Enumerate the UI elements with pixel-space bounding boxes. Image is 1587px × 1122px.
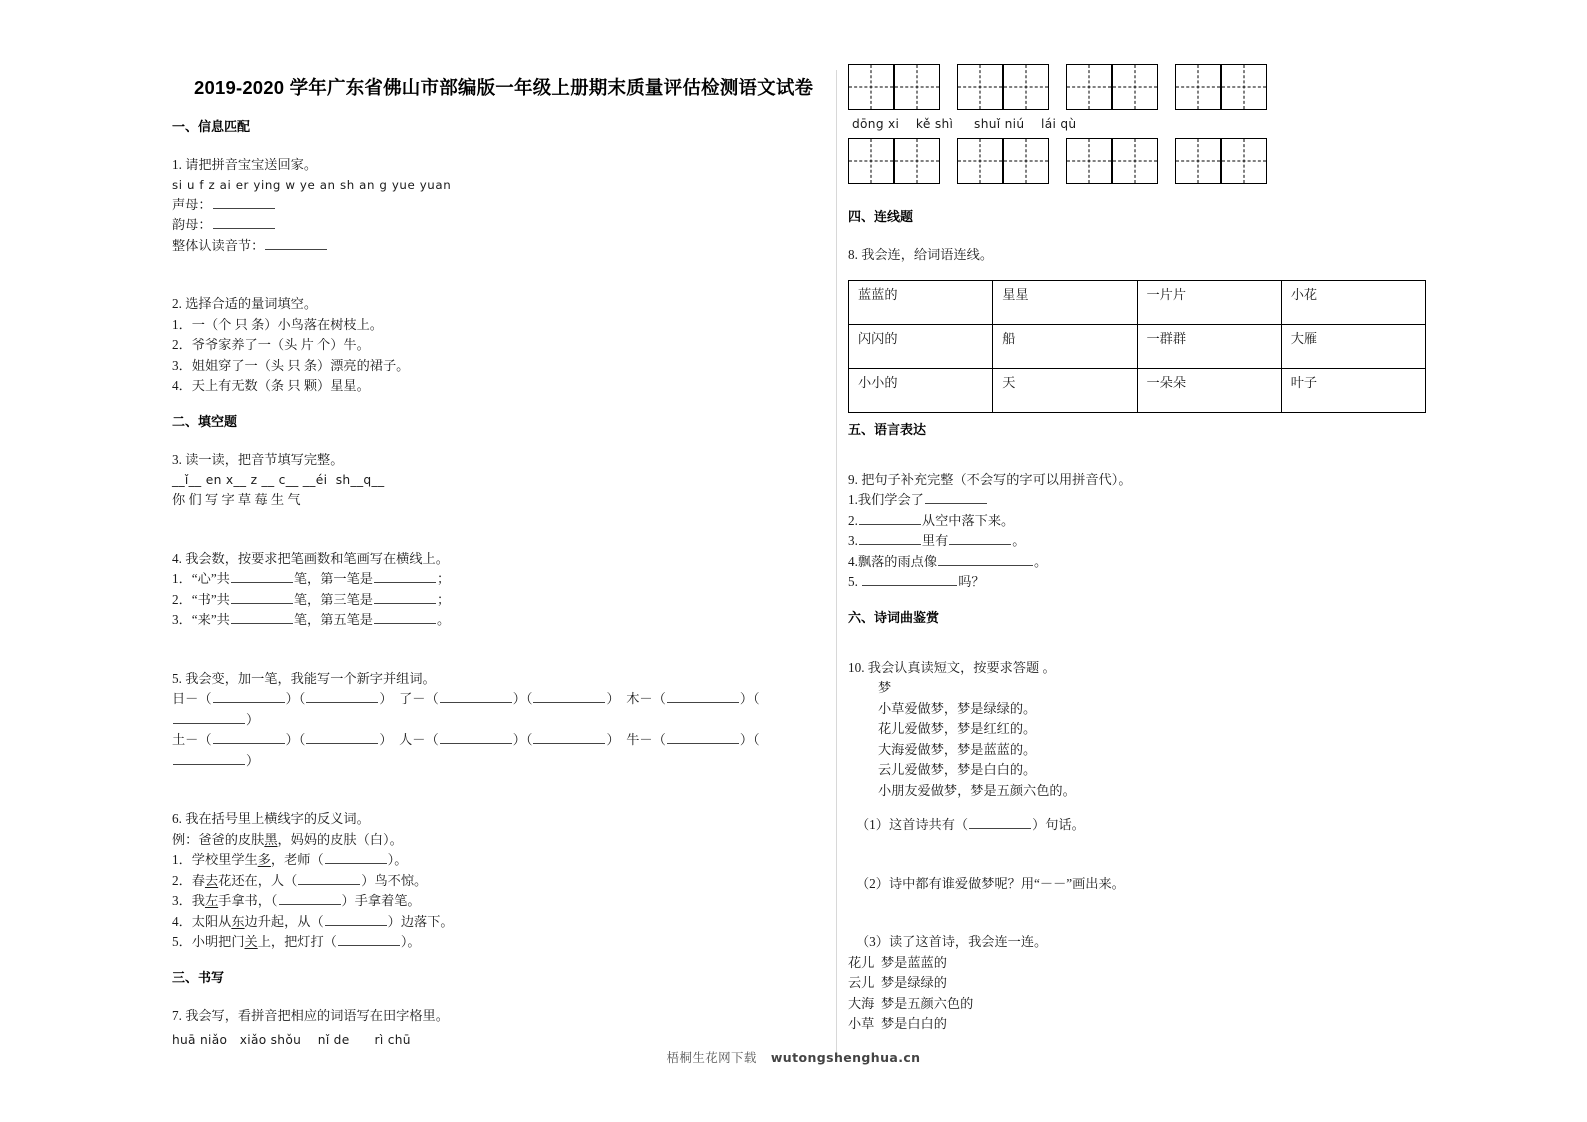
tianzige-cell[interactable] bbox=[957, 64, 1003, 110]
poem-title: 梦 bbox=[878, 680, 892, 695]
match-cell[interactable]: 大雁 bbox=[1281, 324, 1425, 368]
tianzige-cell[interactable] bbox=[1221, 64, 1267, 110]
question-2-item-2: 2．爷爷家养了一（头 片 个）牛。 bbox=[172, 337, 370, 352]
q9-3-pre: 3. bbox=[848, 533, 858, 548]
tianzige-group bbox=[1175, 64, 1267, 110]
q4-3-pre: 3．“来”共 bbox=[172, 612, 230, 627]
q6-4-b: 边升起，从（ bbox=[244, 913, 324, 929]
q6-ex-pre: 例：爸爸的皮肤 bbox=[172, 831, 265, 847]
q5-r2-c3-blank-b[interactable] bbox=[173, 751, 245, 765]
question-1-prompt: 1. 请把拼音宝宝送回家。 bbox=[172, 157, 318, 172]
poem-line: 云儿爱做梦，梦是白白的。 bbox=[878, 762, 1037, 777]
question-1-zhengti-row bbox=[172, 236, 822, 257]
question-2 bbox=[172, 294, 822, 397]
question-4-item-1 bbox=[172, 569, 822, 590]
q6-3-u: 左 bbox=[204, 893, 219, 908]
question-10-sub-1 bbox=[848, 815, 1448, 836]
q6-ex-post: ，妈妈的皮肤（白）。 bbox=[277, 831, 403, 847]
match-cell[interactable]: 闪闪的 bbox=[849, 324, 993, 368]
q9-2-pre: 2. bbox=[848, 512, 858, 528]
tianzige-cell[interactable] bbox=[848, 138, 894, 184]
question-3-hanzi-line: 你 们 写 字 草 莓 生 气 bbox=[172, 492, 301, 507]
tianzige-cell[interactable] bbox=[1066, 64, 1112, 110]
match-cell[interactable]: 一朵朵 bbox=[1137, 368, 1281, 412]
question-6-item-4 bbox=[172, 912, 822, 933]
q6-4-c: ）边落下。 bbox=[387, 913, 454, 929]
q6-4-a: 太阳从 bbox=[191, 913, 232, 929]
q5-r2-c1-blank-b[interactable] bbox=[306, 730, 378, 744]
question-8 bbox=[848, 245, 1448, 413]
question-6-prompt: 6. 我在括号里上横线字的反义词。 bbox=[172, 811, 370, 826]
tianzige-row-2 bbox=[848, 138, 1448, 184]
poem-match-pair[interactable]: 小草 梦是白白的 bbox=[848, 1016, 947, 1031]
q5-r2-c1-blank-a[interactable] bbox=[213, 730, 285, 744]
q5-r1-c3-blank-b[interactable] bbox=[173, 710, 245, 724]
q6-ex-underlined: 黑 bbox=[264, 831, 278, 847]
q6-5-blank[interactable] bbox=[338, 932, 400, 946]
question-2-item-1: 1．一（个 只 条）小鸟落在树枝上。 bbox=[172, 316, 383, 332]
q5-r2-c2-blank-a[interactable] bbox=[440, 730, 512, 744]
question-10-prompt: 10. 我会认真读短文，按要求答题 。 bbox=[848, 659, 1056, 675]
question-3-prompt: 3. 读一读，把音节填写完整。 bbox=[172, 451, 344, 467]
question-3 bbox=[172, 450, 822, 511]
q5-r1-c3-blank-a[interactable] bbox=[667, 689, 739, 703]
q6-4-u: 东 bbox=[231, 913, 245, 929]
question-1-pinyin-pool: si u f z ai er ying w ye an sh an g yue yuan bbox=[172, 177, 452, 192]
question-4-item-3 bbox=[172, 610, 822, 631]
word-match-table bbox=[848, 280, 1426, 413]
table-row bbox=[849, 324, 1426, 368]
tianzige-cell[interactable] bbox=[1003, 64, 1049, 110]
q9-2-blank[interactable] bbox=[859, 511, 921, 525]
page-title: 2019-2020 学年广东省佛山市部编版一年级上册期末质量评估检测语文试卷 bbox=[194, 77, 814, 98]
q6-4-num: 4． bbox=[172, 913, 192, 929]
tianzige-cell[interactable] bbox=[1175, 64, 1221, 110]
question-6 bbox=[172, 809, 822, 953]
question-3-pinyin-line[interactable]: __ǐ__ en x__ z __ c__ __éi sh__q__ bbox=[172, 473, 385, 487]
table-row bbox=[849, 368, 1426, 412]
q6-3-num: 3． bbox=[172, 893, 192, 908]
tianzige-cell[interactable] bbox=[1221, 138, 1267, 184]
tianzige-cell[interactable] bbox=[894, 64, 940, 110]
question-4 bbox=[172, 549, 822, 631]
poem-line: 大海爱做梦，梦是蓝蓝的。 bbox=[878, 741, 1037, 757]
match-cell[interactable]: 小小的 bbox=[849, 368, 993, 412]
tianzige-cell[interactable] bbox=[957, 138, 1003, 184]
q4-1-mid: 笔，第一笔是 bbox=[293, 571, 373, 586]
q10-sub1-blank[interactable] bbox=[969, 815, 1031, 829]
q5-r1-c1-label: 日－ bbox=[172, 691, 199, 706]
q10-sub1-post: ）句话。 bbox=[1032, 817, 1085, 832]
q5-r1-c3-label: 木－ bbox=[626, 691, 653, 706]
tianzige-cell[interactable] bbox=[1112, 64, 1158, 110]
q9-1-blank[interactable] bbox=[925, 490, 987, 504]
match-cell[interactable]: 船 bbox=[993, 324, 1137, 368]
q4-1-pre: 1．“心”共 bbox=[172, 571, 230, 586]
question-5-row-1: 日－（ ）（ ） 了－（ ）（ ） 木－（ ）（） bbox=[172, 691, 760, 727]
tianzige-cell[interactable] bbox=[1112, 138, 1158, 184]
q5-r2-c2-blank-b[interactable] bbox=[533, 730, 605, 744]
q9-5-post: 吗？ bbox=[958, 574, 985, 589]
q6-2-u: 去 bbox=[204, 872, 219, 888]
section-heading-2: 二、填空题 bbox=[172, 413, 238, 429]
shengmu-blank[interactable] bbox=[213, 195, 275, 209]
q6-3-blank[interactable] bbox=[279, 891, 341, 905]
match-cell[interactable]: 一群群 bbox=[1137, 324, 1281, 368]
q6-3-c: ）手拿着笔。 bbox=[341, 893, 421, 908]
tianzige-cell[interactable] bbox=[848, 64, 894, 110]
question-6-item-2 bbox=[172, 871, 822, 892]
q5-r2-c1-label: 土－ bbox=[172, 732, 199, 747]
section-heading-3: 三、书写 bbox=[172, 969, 225, 985]
q9-2-post: 从空中落下来。 bbox=[921, 512, 1015, 528]
question-5-prompt: 5. 我会变，加一笔，我能写一个新字并组词。 bbox=[172, 670, 436, 686]
question-6-item-1 bbox=[172, 850, 822, 871]
q5-r1-c2-blank-a[interactable] bbox=[440, 689, 512, 703]
section-heading-6: 六、诗词曲鉴赏 bbox=[848, 609, 940, 625]
q9-5-blank[interactable] bbox=[862, 572, 957, 586]
question-2-prompt: 2. 选择合适的量词填空。 bbox=[172, 296, 318, 311]
q6-5-b: 上，把灯打（ bbox=[257, 934, 337, 949]
zhengti-label: 整体认读音节： bbox=[172, 237, 265, 253]
poem-line: 小朋友爱做梦，梦是五颜六色的。 bbox=[878, 782, 1076, 798]
section-heading-1: 一、信息匹配 bbox=[172, 119, 251, 134]
q5-r2-c3-blank-a[interactable] bbox=[667, 730, 739, 744]
question-10-sub-2: （2）诗中都有谁爱做梦呢？用“－－”画出来。 bbox=[856, 875, 1125, 891]
question-9-item-3 bbox=[848, 531, 1448, 552]
question-2-item-3: 3．姐姐穿了一（头 只 条）漂亮的裙子。 bbox=[172, 357, 410, 373]
footer-site-url: wutongshenghua.cn bbox=[770, 1050, 921, 1065]
q4-1-blank-b[interactable] bbox=[374, 569, 436, 583]
tianzige-cell[interactable] bbox=[1003, 138, 1049, 184]
q9-4-post: 。 bbox=[1034, 553, 1048, 569]
question-9-prompt: 9. 把句子补充完整（不会写的字可以用拼音代）。 bbox=[848, 471, 1132, 487]
question-1-yunmu-row bbox=[172, 215, 822, 236]
question-1 bbox=[172, 155, 822, 256]
question-7 bbox=[172, 1006, 822, 1048]
tianzige-group bbox=[957, 64, 1049, 110]
yunmu-label: 韵母： bbox=[172, 217, 212, 232]
q9-4-pre: 4.飘落的雨点像 bbox=[848, 553, 938, 569]
match-cell[interactable]: 天 bbox=[993, 368, 1137, 412]
q5-r1-c1-blank-a[interactable] bbox=[213, 689, 285, 703]
poem-match-pair[interactable]: 云儿 梦是绿绿的 bbox=[848, 975, 947, 990]
shengmu-label: 声母： bbox=[172, 196, 212, 212]
poem-line: 小草爱做梦，梦是绿绿的。 bbox=[878, 700, 1037, 716]
q5-r1-c2-label: 了－ bbox=[399, 691, 426, 706]
question-5 bbox=[172, 669, 822, 772]
question-9-item-5 bbox=[848, 572, 1448, 593]
question-9 bbox=[848, 470, 1448, 593]
tianzige-cell[interactable] bbox=[1066, 138, 1112, 184]
q9-3-blank-a[interactable] bbox=[859, 531, 921, 545]
question-6-item-5 bbox=[172, 932, 822, 953]
question-9-item-2 bbox=[848, 511, 1448, 532]
q4-3-mid: 笔，第五笔是 bbox=[293, 612, 373, 627]
q4-2-end: ； bbox=[437, 591, 451, 607]
q9-5-pre: 5. bbox=[848, 574, 862, 589]
q6-5-a: 小明把门 bbox=[191, 934, 245, 949]
match-cell[interactable]: 小花 bbox=[1281, 280, 1425, 324]
question-7-pinyin-mid: dōng xi kě shì shuǐ niú lái qù bbox=[852, 117, 1077, 131]
match-cell[interactable]: 一片片 bbox=[1137, 280, 1281, 324]
tianzige-group bbox=[1066, 138, 1158, 184]
question-2-item-4: 4．天上有无数（条 只 颗）星星。 bbox=[172, 378, 370, 393]
q9-3-blank-b[interactable] bbox=[949, 531, 1011, 545]
zhengti-blank[interactable] bbox=[265, 236, 327, 250]
q6-2-c: ）鸟不惊。 bbox=[361, 872, 428, 888]
match-cell[interactable]: 蓝蓝的 bbox=[849, 280, 993, 324]
question-10 bbox=[848, 658, 1448, 1035]
q6-1-b: ，老师（ bbox=[270, 852, 324, 867]
section-heading-5: 五、语言表达 bbox=[848, 421, 927, 437]
question-7-prompt: 7. 我会写，看拼音把相应的词语写在田字格里。 bbox=[172, 1007, 449, 1023]
q6-3-a: 我 bbox=[191, 893, 205, 908]
yunmu-blank[interactable] bbox=[213, 215, 275, 229]
question-9-item-4 bbox=[848, 552, 1448, 573]
question-4-item-2 bbox=[172, 590, 822, 611]
match-cell[interactable]: 叶子 bbox=[1281, 368, 1425, 412]
tianzige-group bbox=[848, 138, 940, 184]
question-4-prompt: 4. 我会数，按要求把笔画数和笔画写在横线上。 bbox=[172, 550, 449, 566]
q4-3-end: 。 bbox=[437, 612, 451, 627]
question-8-prompt: 8. 我会连，给词语连线。 bbox=[848, 247, 994, 262]
q4-2-blank-a[interactable] bbox=[231, 590, 293, 604]
left-column bbox=[172, 74, 822, 1054]
q6-2-b: 花还在，人（ bbox=[218, 872, 298, 888]
q6-2-num: 2． bbox=[172, 872, 192, 888]
q6-1-u: 多 bbox=[257, 852, 271, 867]
tianzige-group bbox=[848, 64, 940, 110]
tianzige-row-1 bbox=[848, 64, 1448, 110]
q6-5-num: 5． bbox=[172, 934, 192, 949]
question-6-item-3 bbox=[172, 891, 822, 912]
q6-1-c: ）。 bbox=[387, 852, 408, 867]
question-5-row-2: 土－（ ）（ ） 人－（ ）（ ） 牛－（ ）（） bbox=[172, 732, 760, 768]
question-6-example bbox=[172, 830, 822, 851]
question-10-sub-3: （3）读了这首诗，我会连一连。 bbox=[856, 934, 1048, 949]
q6-5-c: ）。 bbox=[400, 934, 421, 949]
q10-sub1-pre: （1）这首诗共有（ bbox=[856, 817, 969, 832]
q6-1-a: 学校里学生 bbox=[191, 852, 258, 867]
poem-match-pair[interactable]: 大海 梦是五颜六色的 bbox=[848, 995, 974, 1011]
table-row bbox=[849, 280, 1426, 324]
q5-r1-c2-blank-b[interactable] bbox=[533, 689, 605, 703]
q4-3-blank-b[interactable] bbox=[374, 610, 436, 624]
q6-2-a: 春 bbox=[191, 872, 205, 888]
q9-1-pre: 1.我们学会了 bbox=[848, 492, 924, 507]
tianzige-cell[interactable] bbox=[1175, 138, 1221, 184]
q6-1-num: 1． bbox=[172, 852, 192, 867]
match-cell[interactable]: 星星 bbox=[993, 280, 1137, 324]
q6-3-b: 手拿书，（ bbox=[218, 893, 278, 908]
q9-4-blank[interactable] bbox=[938, 552, 1033, 566]
q5-r2-c3-label: 牛－ bbox=[626, 732, 653, 747]
q6-2-blank[interactable] bbox=[298, 871, 360, 885]
tianzige-group bbox=[1066, 64, 1158, 110]
q9-3-mid: 里有 bbox=[921, 533, 949, 548]
right-column bbox=[848, 64, 1448, 1035]
q5-r2-c2-label: 人－ bbox=[399, 732, 426, 747]
q4-2-blank-b[interactable] bbox=[374, 590, 436, 604]
q9-3-post: 。 bbox=[1012, 533, 1026, 548]
question-1-shengmu-row bbox=[172, 195, 822, 216]
q5-r1-c1-blank-b[interactable] bbox=[306, 689, 378, 703]
q6-5-u: 关 bbox=[244, 934, 258, 949]
tianzige-group bbox=[957, 138, 1049, 184]
q4-2-mid: 笔，第三笔是 bbox=[293, 591, 373, 607]
footer-watermark bbox=[0, 1048, 1587, 1066]
question-9-item-1 bbox=[848, 490, 1448, 511]
q4-2-pre: 2．“书”共 bbox=[172, 591, 230, 607]
poem-line: 花儿爱做梦，梦是红红的。 bbox=[878, 721, 1037, 736]
q6-4-blank[interactable] bbox=[325, 912, 387, 926]
tianzige-group bbox=[1175, 138, 1267, 184]
q4-3-blank-a[interactable] bbox=[231, 610, 293, 624]
footer-site-label: 梧桐生花网下载 bbox=[666, 1051, 757, 1065]
q4-1-blank-a[interactable] bbox=[231, 569, 293, 583]
column-divider bbox=[836, 70, 837, 1055]
q4-1-end: ； bbox=[437, 571, 451, 586]
poem-match-pair[interactable]: 花儿 梦是蓝蓝的 bbox=[848, 954, 947, 970]
question-7-pinyin-top: huā niǎo xiǎo shǒu nǐ de rì chū bbox=[172, 1033, 411, 1047]
q6-1-blank[interactable] bbox=[325, 850, 387, 864]
section-heading-4: 四、连线题 bbox=[848, 209, 914, 224]
tianzige-cell[interactable] bbox=[894, 138, 940, 184]
